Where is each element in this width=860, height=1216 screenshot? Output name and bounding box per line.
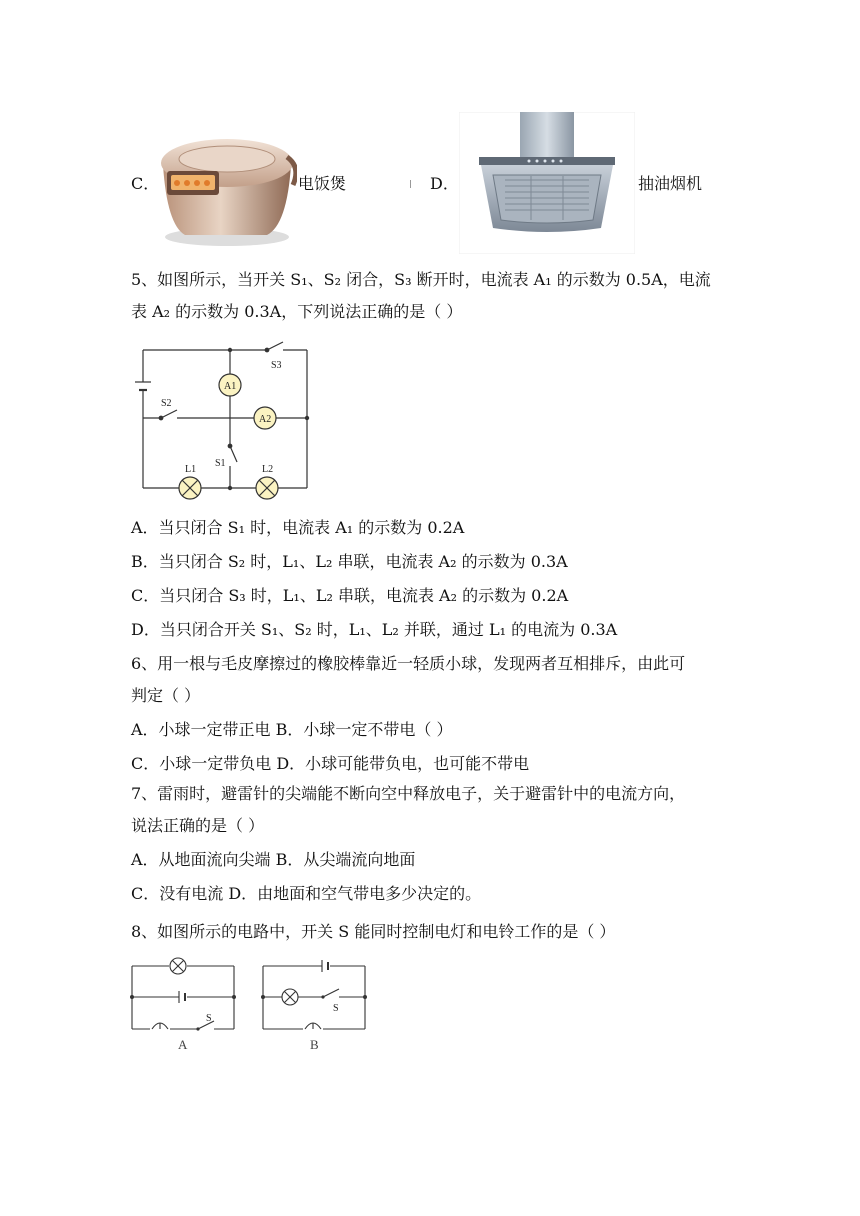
option-d-letter: D． [430, 174, 459, 193]
switch-s1 [230, 446, 237, 462]
range-hood-image [459, 112, 635, 254]
switch-label: S [333, 1003, 339, 1014]
q5-option-a: A．当只闭合 S₁ 时，电流表 A₁ 的示数为 0.2A [131, 518, 465, 537]
q5-option-c: C．当只闭合 S₃ 时，L₁、L₂ 串联，电流表 A₂ 的示数为 0.2A [131, 586, 569, 605]
label-a2: A2 [259, 414, 272, 425]
q5-stem-line1: 5、如图所示，当开关 S₁、S₂ 闭合，S₃ 断开时，电流表 A₁ 的示数为 0.5A，电流 [131, 270, 711, 289]
label-s1: S1 [215, 458, 226, 469]
label-s3: S3 [271, 360, 282, 371]
circuit-b-label: B [310, 1037, 319, 1052]
label-s2: S2 [161, 398, 172, 409]
option-d-text: 抽油烟机 [638, 174, 703, 193]
lamp-l1 [179, 477, 201, 499]
switch-label: S [206, 1013, 212, 1024]
q8-circuit-b [259, 955, 371, 1055]
lamp-l2 [256, 477, 278, 499]
option-c-letter: C． [131, 174, 160, 193]
q6-stem-line2: 判定（ ） [131, 686, 201, 705]
label-l2: L2 [262, 464, 274, 475]
q7-stem-line2: 说法正确的是（ ） [131, 816, 265, 835]
q5-option-b: B．当只闭合 S₂ 时，L₁、L₂ 串联，电流表 A₂ 的示数为 0.3A [131, 552, 568, 571]
q7-options-row1: A．从地面流向尖端 B．从尖端流向地面 [131, 850, 416, 869]
q7-options-row2: C．没有电流 D．由地面和空气带电多少决定的。 [131, 884, 482, 903]
q6-options-row1: A．小球一定带正电 B．小球一定不带电（ ） [131, 720, 453, 739]
divider-mark [410, 180, 411, 188]
q6-stem-line1: 6、用一根与毛皮摩擦过的橡胶棒靠近一轻质小球，发现两者互相排斥，由此可 [131, 654, 686, 673]
label-l1: L1 [185, 464, 197, 475]
switch-s2 [161, 410, 177, 418]
lamp-icon [282, 989, 298, 1005]
switch-s [323, 989, 339, 997]
q8-circuit-a [128, 955, 240, 1055]
bell-icon [305, 1023, 321, 1029]
rice-cooker-image [155, 127, 297, 249]
q6-options-row2: C．小球一定带负电 D．小球可能带负电，也可能不带电 [131, 754, 530, 773]
option-c-text: 电饭煲 [298, 174, 347, 193]
circuit-a-label: A [178, 1037, 188, 1052]
bell-icon [152, 1023, 168, 1029]
q5-stem-line2: 表 A₂ 的示数为 0.3A，下列说法正确的是（ ） [131, 302, 463, 321]
q5-option-d: D．当只闭合开关 S₁、S₂ 时，L₁、L₂ 并联，通过 L₁ 的电流为 0.3A [131, 620, 618, 639]
q5-circuit-diagram [133, 338, 313, 502]
lamp-icon [170, 958, 186, 974]
label-a1: A1 [224, 381, 237, 392]
q8-stem: 8、如图所示的电路中，开关 S 能同时控制电灯和电铃工作的是（ ） [131, 922, 616, 941]
switch-s3 [267, 342, 283, 350]
q7-stem-line1: 7、雷雨时，避雷针的尖端能不断向空中释放电子，关于避雷针中的电流方向， [131, 784, 686, 803]
